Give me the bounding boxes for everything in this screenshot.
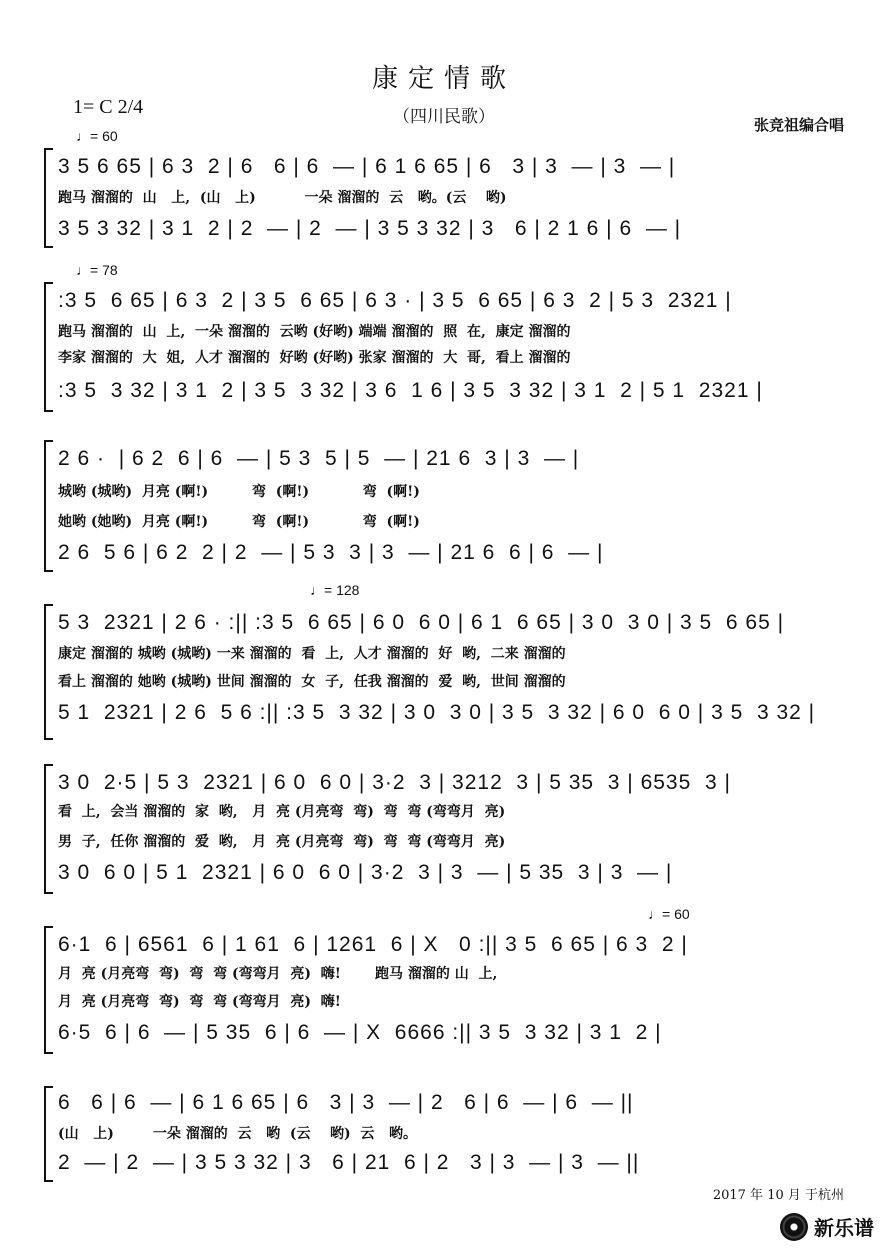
system-brace	[44, 148, 53, 248]
lower-voice: 3 0 6 0 | 5 1 2321 | 6 0 6 0 | 3·2 3 | 3 — | 5 35 3 | 3 — |	[58, 861, 673, 884]
tempo-marking: ♩= 60	[76, 128, 118, 144]
logo-text: 新乐谱	[814, 1216, 874, 1240]
score-system	[44, 440, 856, 572]
lower-voice: :3 5 3 32 | 3 1 2 | 3 5 3 32 | 3 6 1 6 | 3 5 3 32 | 3 1 2 | 5 1 2321 |	[58, 379, 763, 402]
lyric-line: 城哟 (城哟) 月亮 (啊!) 弯 (啊!) 弯 (啊!)	[58, 484, 420, 500]
score-system	[44, 148, 856, 248]
upper-voice: 6 6 | 6 — | 6 1 6 65 | 6 3 | 3 — | 2 6 | 6 — | 6 — ||	[58, 1091, 634, 1114]
tempo-marking: ♩= 78	[76, 262, 118, 278]
upper-voice: 5 3 2321 | 2 6 · :|| :3 5 6 65 | 6 0 6 0 | 6 1 6 65 | 3 0 3 0 | 3 5 6 65 |	[58, 611, 785, 634]
lyric-line: 李家 溜溜的 大 姐, 人才 溜溜的 好哟 (好哟) 张家 溜溜的 大 哥, 看上 溜溜的	[58, 350, 571, 366]
lower-voice: 3 5 3 32 | 3 1 2 | 2 — | 2 — | 3 5 3 32 | 3 6 | 2 1 6 | 6 — |	[58, 217, 682, 240]
lower-voice: 2 6 5 6 | 6 2 2 | 2 — | 5 3 3 | 3 — | 21 6 6 | 6 — |	[58, 541, 604, 564]
lower-voice: 6·5 6 | 6 — | 5 35 6 | 6 — | X 6666 :|| 3 5 3 32 | 3 1 2 |	[58, 1021, 662, 1044]
date-location: 2017 年 10 月 于杭州	[712, 1188, 844, 1203]
score-system	[44, 1086, 856, 1182]
score-title: 康定情歌	[371, 64, 516, 94]
score-system	[44, 282, 856, 412]
system-brace	[44, 764, 53, 894]
lyric-line: 跑马 溜溜的 山 上, 一朵 溜溜的 云哟 (好哟) 端端 溜溜的 照 在, 康定 溜溜的	[58, 324, 571, 340]
record-disc-icon	[780, 1213, 808, 1241]
lyric-line: 康定 溜溜的 城哟 (城哟) 一来 溜溜的 看 上, 人才 溜溜的 好 哟, 二来 溜溜的	[58, 646, 566, 662]
key-signature: 1= C 2/4	[73, 96, 144, 118]
system-brace	[44, 1086, 53, 1182]
lyric-line: 男 子, 任你 溜溜的 爱 哟, 月 亮 (月亮弯 弯) 弯 弯 (弯弯月 亮)	[58, 834, 506, 850]
lower-voice: 5 1 2321 | 2 6 5 6 :|| :3 5 3 32 | 3 0 3 0 | 3 5 3 32 | 6 0 6 0 | 3 5 3 32 |	[58, 701, 816, 724]
lyric-line: 看 上, 会当 溜溜的 家 哟, 月 亮 (月亮弯 弯) 弯 弯 (弯弯月 亮)	[58, 804, 506, 820]
score-subtitle: （四川民歌）	[393, 107, 495, 127]
lyric-line: 月 亮 (月亮弯 弯) 弯 弯 (弯弯月 亮) 嗨!	[58, 994, 341, 1010]
tempo-marking: ♩= 60	[648, 906, 690, 922]
score-system	[44, 764, 856, 894]
lyric-line: 她哟 (她哟) 月亮 (啊!) 弯 (啊!) 弯 (啊!)	[58, 514, 420, 530]
tempo-marking: ♩= 128	[310, 582, 360, 598]
system-brace	[44, 282, 53, 412]
upper-voice: 3 5 6 65 | 6 3 2 | 6 6 | 6 — | 6 1 6 65 | 6 3 | 3 — | 3 — |	[58, 155, 676, 178]
site-logo[interactable]	[780, 1212, 874, 1241]
lyric-line: 看上 溜溜的 她哟 (城哟) 世间 溜溜的 女 子, 任我 溜溜的 爱 哟, 世间 溜溜的	[58, 674, 566, 690]
system-brace	[44, 604, 53, 740]
system-brace	[44, 926, 53, 1054]
score-system	[44, 604, 856, 740]
lyric-line: (山 上) 一朵 溜溜的 云 哟 (云 哟) 云 哟。	[58, 1126, 417, 1142]
score-system	[44, 926, 856, 1054]
lyric-line: 跑马 溜溜的 山 上, (山 上) 一朵 溜溜的 云 哟。(云 哟)	[58, 190, 507, 206]
system-brace	[44, 440, 53, 572]
lower-voice: 2 — | 2 — | 3 5 3 32 | 3 6 | 21 6 | 2 3 | 3 — | 3 — ||	[58, 1151, 640, 1174]
upper-voice: 2 6 · | 6 2 6 | 6 — | 5 3 5 | 5 — | 21 6 3 | 3 — |	[58, 447, 580, 470]
lyric-line: 月 亮 (月亮弯 弯) 弯 弯 (弯弯月 亮) 嗨! 跑马 溜溜的 山 上,	[58, 966, 498, 982]
arranger: 张竞祖编合唱	[753, 116, 844, 134]
upper-voice: :3 5 6 65 | 6 3 2 | 3 5 6 65 | 6 3 · | 3 5 6 65 | 6 3 2 | 5 3 2321 |	[58, 289, 732, 312]
upper-voice: 3 0 2·5 | 5 3 2321 | 6 0 6 0 | 3·2 3 | 3212 3 | 5 35 3 | 6535 3 |	[58, 771, 731, 794]
upper-voice: 6·1 6 | 6561 6 | 1 61 6 | 1261 6 | X 0 :|| 3 5 6 65 | 6 3 2 |	[58, 933, 688, 956]
